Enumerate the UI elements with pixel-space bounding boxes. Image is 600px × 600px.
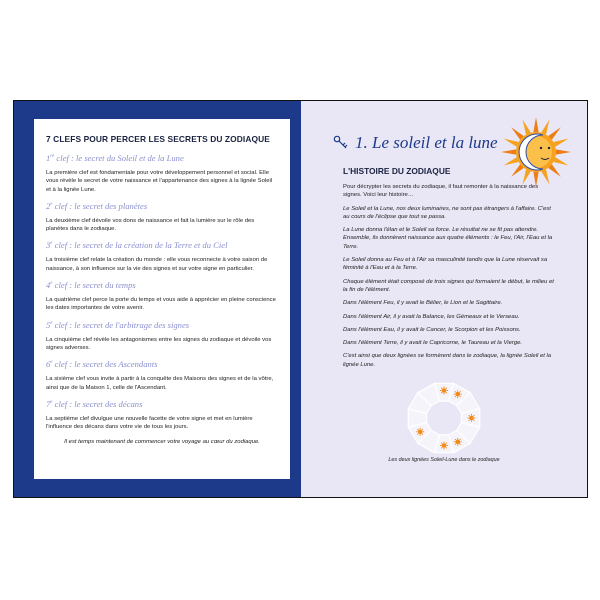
crescent-icon [297, 250, 300, 256]
crescent-icon [24, 202, 27, 208]
crescent-icon [136, 490, 139, 496]
crescent-icon [17, 378, 20, 384]
crescent-icon [122, 106, 125, 112]
crescent-icon [150, 106, 153, 112]
sun-icon [416, 428, 424, 436]
crescent-icon [17, 346, 20, 352]
sun-icon [440, 387, 448, 395]
sun-icon [454, 390, 462, 398]
crescent-icon [290, 106, 293, 112]
clef-text-7: La septième clef divulgue une nouvelle facette de votre signe et met en lumière l'influence des décans dans votre vie de tous les jours. [46, 415, 253, 431]
chapter-title: 1. Le soleil et la lune [355, 133, 498, 152]
right-page [301, 101, 587, 497]
clef-title-1: 1re clef : le secret du Soleil et de la Lune [46, 153, 184, 163]
book-spread [13, 100, 588, 498]
crescent-icon [206, 490, 209, 496]
history-paragraph: Le Soleil et la Lune, nos deux luminaires, ne sont pas étrangers à l'affaire. C'est au cours de l'éclipse que tout se passa. [343, 205, 551, 220]
crescent-icon [17, 122, 20, 128]
closing-text: Il est temps maintenant de commencer votre voyage au cœur du zodiaque. [64, 439, 260, 446]
crescent-icon [220, 490, 223, 496]
crescent-icon [178, 490, 181, 496]
crescent-icon [192, 106, 195, 112]
crescent-icon [220, 106, 223, 112]
history-paragraph: C'est ainsi que deux lignées se formèrent dans le zodiaque, la lignée Soleil et la lignée Lune. [343, 353, 552, 368]
crescent-icon [206, 106, 209, 112]
crescent-icon [38, 490, 41, 496]
crescent-icon [297, 442, 300, 448]
crescent-icon [108, 106, 111, 112]
clef-list [46, 153, 278, 431]
crescent-icon [24, 138, 27, 144]
clef-title-5: 5e clef : le secret de l'arbitrage des signes [46, 319, 190, 330]
crescent-icon [17, 282, 20, 288]
clef-text-1: La première clef est fondamentale pour votre développement personnel et social. Elle vous révèle le secret de votre naissance et l'appartenance des signes à la lignée Soleil et à la lignée Lune. [46, 170, 273, 193]
crescent-icon [17, 474, 20, 480]
crescent-icon [297, 346, 300, 352]
crescent-icon [248, 106, 251, 112]
crescent-icon [24, 170, 27, 176]
history-paragraph: Chaque élément était composé de trois signes qui formaient le début, le milieu et la fin de l'élément. [343, 278, 554, 293]
crescent-icon [297, 378, 300, 384]
crescent-icon [234, 106, 237, 112]
clef-title-3: 3e clef : le secret de la création de la Terre et du Ciel [46, 240, 228, 251]
zodiac-wheel-diagram [388, 379, 500, 457]
crescent-icon [17, 442, 20, 448]
clef-text-2: La deuxième clef dévoile vos dons de naissance et fait la lumière sur le rôle des planètes dans le zodiaque. [46, 217, 255, 233]
crescent-icon [24, 490, 27, 496]
crescent-icon [122, 490, 125, 496]
clef-text-4: La quatrième clef perce la porte du temps et vous aide à apprécier en pleine conscience les dates importantes de votre avenir. [46, 297, 276, 312]
clef-title-2: 2e clef : le secret des planètes [46, 200, 148, 211]
crescent-icon [80, 106, 83, 112]
history-paragraph: Le Soleil donna au Feu et à l'Air sa masculinité tandis que la Lune réservait sa féminité à l'Eau et à la Terre. [343, 257, 548, 272]
crescent-icon [297, 474, 300, 480]
clef-title-4: 4e clef : le secret du temps [46, 280, 136, 291]
chapter-heading [333, 133, 498, 153]
crescent-icon [234, 490, 237, 496]
crescent-icon [24, 426, 27, 432]
crescent-icon [24, 362, 27, 368]
crescent-icon [24, 106, 27, 112]
history-paragraph: La Lune donna l'élan et le Soleil sa force. Le résultat ne se fit pas attendre. Ensemble, ils donnèrent naissance aux quatre éléments : le Feu, l'Air, l'Eau et la Terre. [343, 227, 553, 250]
crescent-icon [24, 266, 27, 272]
clef-text-5: La cinquième clef révèle les antagonismes entre les signes du zodiaque et dévoile vos signes adverses. [46, 336, 272, 351]
history-paragraph: Dans l'élément Terre, il y avait le Capricorne, le Taureau et la Vierge. [343, 340, 523, 347]
crescent-icon [66, 490, 69, 496]
history-paragraph: Dans l'élément Eau, il y avait le Cancer, le Scorpion et les Poissons. [343, 326, 521, 333]
crescent-icon [17, 314, 20, 320]
crescent-icon [17, 154, 20, 160]
clef-text-3: La troisième clef relate la création du monde : elle vous reconnecte à votre saison de naissance, à son influence sur la vie des signes et sur votre signe en particulier. [46, 257, 268, 272]
sun-icon [468, 414, 476, 422]
crescent-icon [24, 234, 27, 240]
clefs-card [34, 119, 290, 479]
crescent-icon [276, 490, 279, 496]
crescent-icon [150, 490, 153, 496]
crescent-icon [297, 282, 300, 288]
crescent-icon [94, 490, 97, 496]
left-page [14, 101, 301, 497]
clef-text-6: La sixième clef vous invite à partir à la conquête des Maisons des signes et de la vôtre, ainsi que de la Maison 1, celle de l'Ascendant. [46, 376, 274, 391]
crescent-icon [297, 314, 300, 320]
sun-icon [440, 442, 448, 450]
crescent-icon [24, 458, 27, 464]
crescent-icon [178, 106, 181, 112]
crescent-icon [24, 298, 27, 304]
clef-title-7: 7e clef : le secret des décans [46, 398, 143, 409]
history-paragraph: Pour décrypter les secrets du zodiaque, il faut remonter à la naissance des signes. Voici leur histoire… [343, 184, 539, 199]
sun-moon-icon [499, 115, 573, 189]
crescent-icon [66, 106, 69, 112]
wheel-caption: Les deux lignées Soleil-Lune dans le zodiaque [388, 457, 500, 463]
crescent-icon [297, 218, 300, 224]
crescent-icon [136, 106, 139, 112]
crescent-icon [297, 122, 300, 128]
crescent-icon [17, 218, 20, 224]
crescent-icon [17, 250, 20, 256]
crescent-icon [192, 490, 195, 496]
crescent-icon [164, 490, 167, 496]
history-paragraph: Dans l'élément Air, il y avait la Balance, les Gémeaux et le Verseau. [343, 313, 520, 320]
crescent-icon [297, 154, 300, 160]
crescent-icon [17, 186, 20, 192]
crescent-icon [297, 186, 300, 192]
crescent-icon [262, 106, 265, 112]
crescent-icon [52, 106, 55, 112]
crescent-icon [248, 490, 251, 496]
crescent-icon [52, 490, 55, 496]
crescent-icon [297, 410, 300, 416]
crescent-icon [262, 490, 265, 496]
crescent-icon [290, 490, 293, 496]
key-icon [333, 135, 349, 151]
history-text [343, 183, 557, 374]
crescent-icon [17, 410, 20, 416]
clef-title-6: 6e clef : le secret des Ascendants [46, 359, 158, 370]
crescent-icon [108, 490, 111, 496]
crescent-icon [276, 106, 279, 112]
crescent-icon [94, 106, 97, 112]
crescent-icon [80, 490, 83, 496]
history-paragraph: Dans l'élément Feu, il y avait le Bélier, le Lion et le Sagittaire. [343, 300, 503, 307]
crescent-icon [164, 106, 167, 112]
sun-icon [454, 438, 462, 446]
section-subtitle: L'HISTOIRE DU ZODIAQUE [343, 166, 451, 176]
crescent-icon [24, 394, 27, 400]
crescent-icon [24, 330, 27, 336]
crescent-icon [38, 106, 41, 112]
page-title: 7 CLEFS POUR PERCER LES SECRETS DU ZODIAQUE [46, 134, 270, 144]
